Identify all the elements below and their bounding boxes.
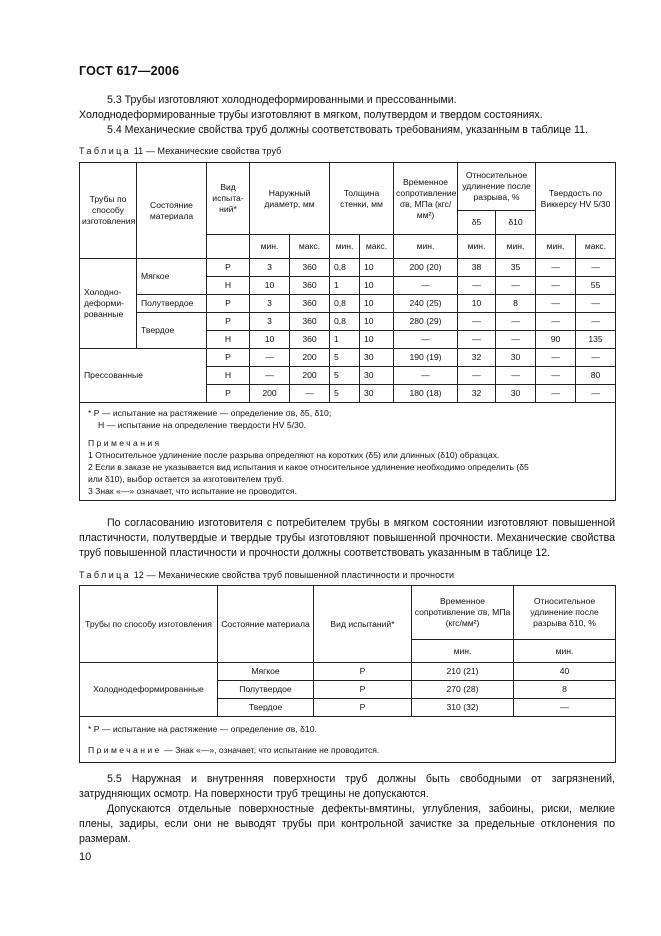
table-cell: — (394, 367, 458, 385)
header-min: мин. (536, 235, 576, 259)
state-soft: Мягкое (137, 259, 207, 295)
table-cell: 8 (514, 681, 616, 699)
table-cell: 80 (576, 367, 616, 385)
table-cell: 10 (360, 313, 394, 331)
table-cell: 360 (290, 259, 330, 277)
table-cell: 210 (21) (412, 663, 514, 681)
footnote-2: Н — испытание на определение твердости HV 5/30. (98, 420, 306, 430)
table-cell: 1 (330, 331, 360, 349)
table-cell: — (496, 277, 536, 295)
paragraph-agreement: По согласованию изготовителя с потребителем трубы в мягком состоянии изготовляют повышенной пластичности, полутвердые и твердые трубы изготовляют повышенной прочности. Механические свойства труб повышенной пластичности и прочности должны соответствовать указанным в таблице 12. (79, 517, 615, 559)
table-cell: 5 (330, 349, 360, 367)
table-cell: — (250, 349, 290, 367)
table-cell: 180 (18) (394, 385, 458, 403)
table-cell: 0,8 (330, 313, 360, 331)
table-cell: — (536, 295, 576, 313)
paragraph-5-3: 5.3 Трубы изготовляют холоднодеформированными и прессованными. (107, 94, 457, 106)
table-cell: 35 (496, 259, 536, 277)
table-cell: — (576, 313, 616, 331)
table-cell: 10 (250, 331, 290, 349)
state-cell: Твердое (218, 699, 314, 717)
notes-title: Примечания (88, 438, 162, 448)
footnote-1: * Р — испытание на растяжение — определение σв, δ5, δ10; (88, 408, 332, 418)
table-cell: — (536, 277, 576, 295)
header-min: мин. (496, 235, 536, 259)
table-cell: 30 (496, 349, 536, 367)
table-cell: Р (207, 349, 250, 367)
table-row (80, 259, 616, 277)
table-11-body (80, 259, 616, 403)
table-cell: 3 (250, 295, 290, 313)
paragraph-5-5: 5.5 Наружная и внутренняя поверхности труб должны быть свободными от загрязнений, затрудняющих осмотр. На поверхности труб трещины не допускаются. (79, 773, 615, 800)
table-cell: 360 (290, 277, 330, 295)
table-cell: 200 (20) (394, 259, 458, 277)
section-5-5 (79, 772, 615, 847)
header-test: Вид испытаний* (314, 586, 412, 663)
header-strength: Временное сопротивление σв, МПа (кгс/мм²) (412, 586, 514, 640)
table-cell: Р (314, 681, 412, 699)
table-cell: — (576, 295, 616, 313)
table-cell: — (290, 385, 330, 403)
header-outer-diameter: Наружный диаметр, мм (250, 163, 330, 235)
note: Примечание — Знак «—», означает, что испытание не проводится. (88, 745, 380, 755)
table-cell: 1 (330, 277, 360, 295)
table-cell: Н (207, 277, 250, 295)
paragraph-5-4: 5.4 Механические свойства труб должны соответствовать требованиям, указанным в таблице 11. (107, 124, 588, 136)
paragraph-5-3-cont: Холоднодеформированные трубы изготовляют в мягком, полутвердом и твердом состояниях. (79, 109, 543, 121)
table-cell: Р (314, 663, 412, 681)
table-cell: 3 (250, 313, 290, 331)
table-cell: 30 (360, 385, 394, 403)
section-5-3-5-4 (79, 93, 615, 138)
table-cell: 310 (32) (412, 699, 514, 717)
table-cell: — (536, 385, 576, 403)
table-cell: 5 (330, 385, 360, 403)
table-cell: — (458, 277, 496, 295)
table-cell: Р (207, 385, 250, 403)
table-row (80, 349, 616, 367)
state-cell: Полутвердое (218, 681, 314, 699)
table-cell: 40 (514, 663, 616, 681)
table-cell: — (496, 313, 536, 331)
table-cell: 8 (496, 295, 536, 313)
header-max: макс. (576, 235, 616, 259)
table-cell: — (496, 331, 536, 349)
header-elongation: Относительное удлинение после разрыва δ10, % (514, 586, 616, 640)
table-cell: Н (207, 331, 250, 349)
table-cell: — (536, 367, 576, 385)
header-state: Состояние материала (137, 163, 207, 259)
note-2a: 2 Если в заказе не указывается вид испытания и какое относительное удлинение необходимо определить (δ5 (88, 462, 529, 472)
header-test-blank (207, 235, 250, 259)
table-cell: — (458, 313, 496, 331)
header-min: мин. (412, 640, 514, 663)
table-cell: 38 (458, 259, 496, 277)
table-cell: Р (207, 259, 250, 277)
group-cold-deformed: Холодно-деформи-рованные (80, 259, 137, 349)
header-min: мин. (250, 235, 290, 259)
header-test: Вид испыта-ний* (207, 163, 250, 235)
table-cell: 30 (360, 349, 394, 367)
table-row (80, 313, 616, 331)
header-method: Трубы по способу изготовления (80, 163, 137, 259)
table-cell: — (394, 277, 458, 295)
group-pressed: Прессованные (80, 349, 207, 403)
table-cell: 0,8 (330, 259, 360, 277)
table-12-body (80, 663, 616, 717)
table-cell: 360 (290, 331, 330, 349)
header-min: мин. (458, 235, 496, 259)
table-cell: — (514, 699, 616, 717)
table-12 (79, 585, 616, 763)
paragraph-defects: Допускаются отдельные поверхностные дефекты-вмятины, углубления, забоины, риски, мелкие плены, задиры, если они не выводят трубы при контрольной зачистке за предельные отклонения по размерам. (79, 803, 615, 845)
state-cell: Мягкое (218, 663, 314, 681)
header-hardness: Твердость по Виккерсу HV 5/30 (536, 163, 616, 235)
document-header: ГОСТ 617—2006 (79, 64, 180, 78)
table-cell: Р (207, 295, 250, 313)
note-2b: или δ10), выбор остается за изготовителем труб. (88, 474, 285, 484)
table-cell: 200 (290, 349, 330, 367)
state-semi-hard: Полутвердое (137, 295, 207, 313)
table-cell: 90 (536, 331, 576, 349)
table-cell: Р (207, 313, 250, 331)
table-cell: 135 (576, 331, 616, 349)
table-row (80, 295, 616, 313)
table-cell: — (458, 331, 496, 349)
header-min: мин. (330, 235, 360, 259)
table-11-caption: Таблица 11 — Механические свойства труб (79, 146, 282, 156)
table-cell: 0,8 (330, 295, 360, 313)
table-cell: 280 (29) (394, 313, 458, 331)
header-min: мин. (394, 235, 458, 259)
header-method: Трубы по способу изготовления (80, 586, 218, 663)
table-11 (79, 162, 616, 501)
page-number: 10 (79, 851, 92, 863)
table-cell: 30 (360, 367, 394, 385)
footnote: * Р — испытание на растяжение — определение σв, δ10. (88, 724, 317, 734)
table-cell: 200 (290, 367, 330, 385)
table-cell: 5 (330, 367, 360, 385)
header-max: макс. (360, 235, 394, 259)
table-cell: 3 (250, 259, 290, 277)
header-min: мин. (514, 640, 616, 663)
table-cell: — (250, 367, 290, 385)
table-cell: 270 (28) (412, 681, 514, 699)
table-cell: 32 (458, 385, 496, 403)
table-11-notes (80, 403, 616, 501)
table-cell: 10 (360, 277, 394, 295)
table-cell: 360 (290, 295, 330, 313)
state-hard: Твердое (137, 313, 207, 349)
table-cell: — (536, 313, 576, 331)
table-12-notes (80, 717, 616, 763)
header-elongation: Относительное удлинение после разрыва, % (458, 163, 536, 211)
table-cell: Н (207, 367, 250, 385)
table-cell: 240 (25) (394, 295, 458, 313)
table-cell: 10 (360, 331, 394, 349)
table-cell: 55 (576, 277, 616, 295)
table-row (80, 663, 616, 681)
table-12-caption: Таблица 12 — Механические свойства труб повышенной пластичности и прочности (79, 570, 455, 580)
table-cell: — (576, 259, 616, 277)
table-cell: — (576, 349, 616, 367)
table-cell: 10 (360, 259, 394, 277)
header-delta10: δ10 (496, 211, 536, 235)
note-1: 1 Относительное удлинение после разрыва определяют на коротких (δ5) или длинных (δ10) образцах. (88, 450, 500, 460)
table-cell: 190 (19) (394, 349, 458, 367)
group-cold-deformed: Холоднодеформированные (80, 663, 218, 717)
header-state: Состояние материала (218, 586, 314, 663)
header-strength: Временное сопротивление σв, МПа (кгс/мм²) (394, 163, 458, 235)
table-cell: — (496, 367, 536, 385)
table-cell: 10 (250, 277, 290, 295)
table-cell: 30 (496, 385, 536, 403)
table-cell: 200 (250, 385, 290, 403)
table-cell: — (394, 331, 458, 349)
table-cell: Р (314, 699, 412, 717)
table-cell: 32 (458, 349, 496, 367)
header-wall: Толщина стенки, мм (330, 163, 394, 235)
table-cell: — (458, 367, 496, 385)
header-delta5: δ5 (458, 211, 496, 235)
header-max: макс. (290, 235, 330, 259)
table-cell: 10 (458, 295, 496, 313)
note-3: 3 Знак «—» означает, что испытание не проводится. (88, 486, 297, 496)
table-cell: — (536, 259, 576, 277)
table-cell: — (576, 385, 616, 403)
table-cell: 10 (360, 295, 394, 313)
table-cell: — (536, 349, 576, 367)
table-cell: 360 (290, 313, 330, 331)
